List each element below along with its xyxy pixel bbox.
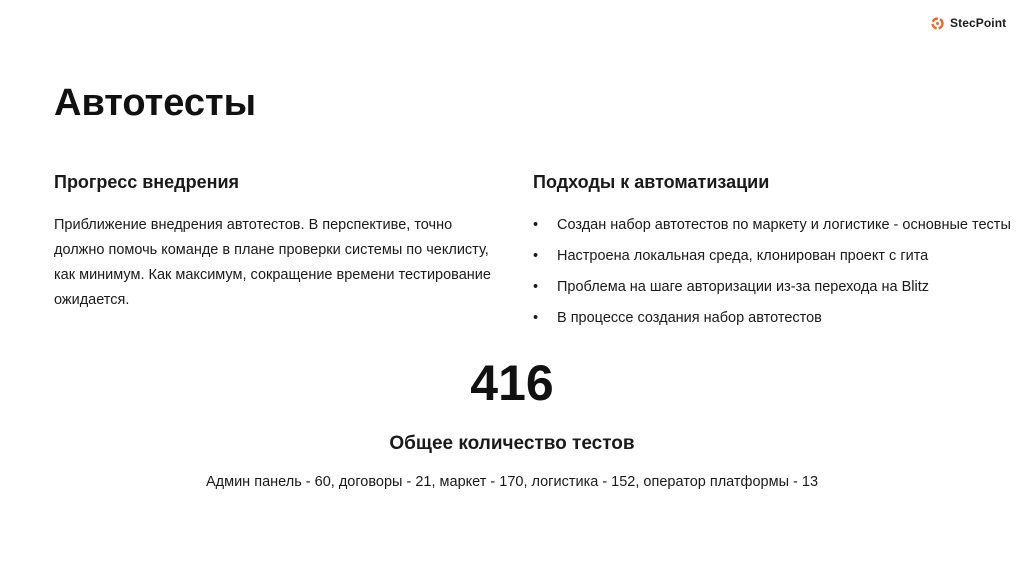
list-item-text: В процессе создания набор автотестов (557, 310, 822, 326)
progress-text: Приближение внедрения автотестов. В перспективе, точно должно помочь команде в плане проверки системы по чеклисту, как минимум. Как максимум, сокращение времени тестирование ожидается. (54, 217, 491, 308)
approaches-heading: Подходы к автоматизации (533, 172, 770, 192)
bullet-marker: • (533, 279, 539, 295)
approaches-list (533, 214, 1024, 338)
list-item-text: Создан набор автотестов по маркету и логистике - основные тесты (557, 217, 1011, 233)
list-item (533, 276, 1024, 307)
progress-heading: Прогресс внедрения (54, 172, 240, 192)
total-tests-count: 416 (470, 355, 554, 411)
brand-name: StecPoint (950, 16, 1007, 30)
bullet-marker: • (533, 248, 539, 264)
list-item (533, 214, 1024, 245)
brand-logo (930, 13, 1006, 33)
bullet-marker: • (533, 310, 539, 326)
total-tests-label: Общее количество тестов (389, 433, 635, 454)
tests-breakdown: Админ панель - 60, договоры - 21, маркет - 170, логистика - 152, оператор платформы - 13 (205, 474, 819, 490)
bullet-marker: • (533, 217, 539, 233)
stecpoint-logo-icon (930, 16, 945, 31)
list-item-text: Проблема на шаге авторизации из-за перехода на Blitz (557, 279, 929, 295)
list-item (533, 307, 1024, 338)
list-item-text: Настроена локальная среда, клонирован проект с гита (557, 248, 929, 264)
list-item (533, 245, 1024, 276)
slide-title: Автотесты (54, 82, 257, 124)
